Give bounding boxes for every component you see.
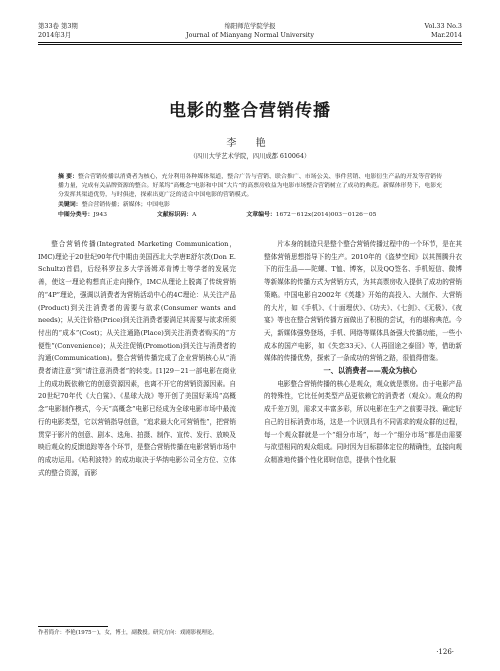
section-heading: 一、以消费者——观众为核心 <box>323 366 417 376</box>
body-paragraph: 电影整合营销传播的核心是观众，观众就是票房。由于电影产品的特殊性，它比任何类型产品更依赖它的消费者（观众）。观众的构成千差万别，需求又丰富多彩，所以电影在生产之前要寻找、确定好自己的目标消费市场，这是一个识别具有不同需求的观众群的过程，每一个观众群就是一个“细分市场”，每一个“细分市场”都是由需要与欲望相同的观众组成。同时因为目标群体定位的精确性，直接向观众精准地传播个性化即时信息，提供个性化服 <box>264 379 462 464</box>
keywords-text: 整合营销传播；新媒体；中国电影 <box>81 202 170 208</box>
abstract-text: 整合营销传播以消费者为核心，充分利用各种媒体渠道，整合广告与营销、联合推广、市场公关、事件营销、电影衍生产品的开发等营销传播力量，完成有关品牌资源的整合。好莱坞“高概念”电影和中国“大片”的高票房收益为电影市场整合营销树立了成功的典范。新媒体形势下，电影充分发挥其渠道优势，与时俱进，探索出更广泛的适合中国电影的营销模式。 <box>58 174 442 198</box>
article-no-item <box>246 212 400 218</box>
body-column-right <box>264 238 462 467</box>
body-paragraph: 整合营销传播(Integrated Marketing Communication，IMC)理论于20世纪90年代中期由美国西北大学唐E舒尔茨(Don E. Schultz)首倡，后经科罗拉多大学汤姆邓肯博士等学者的发展完善，使这一理论构想真正走向操作，IMC从理论上脱离了传统营销的“4P”理论，强调以消费者为营销活动中心的4C理论：从关注产品(Product)到关注消费者的需要与欲求(Consumer wants and needs)；从关注价格(Price)到关注消费者要满足其需要与欲求所须付出的“成本”(Cost)；从关注通路(Place)到关注消费者购买的“方便性”(Convenience)；从关注促销(Promotion)到关注与消费者的沟通(Communication)。整合营销传播完成了企业营销核心从“消费者请注意”到“请注意消费者”的转变。[1]29－21一部电影在商业上的成功既依赖它的创意资源因素，也离不开它的营销资源因素。自20世纪70年代《大白鲨》、《星球大战》等开创了美国好莱坞“高概念”电影制作模式，今天“高概念”电影已经成为全球电影市场中最流行的电影类型，它以营销指导创意，“追求最大化可营销性”，把营销贯穿于影片的创意、剧本、选角、拍摄、制作、宣传、发行、放映及映后观众的反馈追踪等各个环节，是整合营销传播在电影营销市场中的成功运用。《哈利波特》的成功取决于华纳电影公司全方位、立体式的整合资源，而影 <box>38 240 236 477</box>
classification-line <box>58 210 442 220</box>
header-date-cn: 2014年3月 <box>38 31 72 39</box>
clc-item <box>58 212 131 218</box>
article-no-value: 1672－612x(2014)003－0126－05 <box>275 212 377 218</box>
header-rule-thin <box>38 44 462 45</box>
author-footnote: 作者简介：李艳(1975－)，女，博士，副教授。研究方向：戏剧影视理论。 <box>38 630 218 636</box>
article-author: 李 艳 <box>226 138 274 149</box>
header-journal-en: Journal of Mianyang Normal University <box>186 31 314 39</box>
abstract-block <box>58 172 442 200</box>
clc-label: 中图分类号： <box>58 211 94 218</box>
article-affiliation: （四川大学艺术学院，四川成都 610064） <box>189 153 311 160</box>
clc-value: J943 <box>93 212 107 218</box>
keywords-block <box>58 200 442 210</box>
keywords-label: 关键词： <box>58 201 82 208</box>
article-title: 电影的整合营销传播 <box>169 101 331 121</box>
header-journal-cn: 绵阳师范学院学报 <box>224 22 276 30</box>
header-vol-en <box>424 22 462 40</box>
article-no-label: 文章编号： <box>246 211 276 218</box>
body-paragraph: 片本身的制造只是整个整合营销传播过程中的一个环节，是在其整体营销思想指导下的生产。2010年的《盗梦空间》以其图腾升衣下的衍生品——陀螺、T恤、博客，以及QQ签名、手机短信、微博等新媒体的传播方式为营销方式，为其高票房收入提供了成功的营销策略。中国电影自2002年《英雄》开始的高投入、大制作、大营销的大片，如《手机》、《十面埋伏》、《功夫》、《七剑》、《无极》、《夜宴》等也在整合营销传播方面做出了积极的尝试，有的堪称典范。今天，新媒体强势登场，手机、网络等媒体具备强大传播功能，一些小成本的国产电影，如《失恋33天》、《人再囧途之泰囧》等，借助新媒体的传播优势，探索了一条成功的营销之路，很值得借鉴。 <box>264 240 462 363</box>
header-date-en: Mar.2014 <box>430 31 462 39</box>
header-journal-name <box>38 22 462 40</box>
abstract-label: 摘 要： <box>58 173 79 180</box>
doc-code-label: 文献标识码： <box>156 211 193 218</box>
footnote-rule <box>38 626 108 627</box>
body-column-left <box>38 238 236 479</box>
header-rule <box>38 42 462 43</box>
doc-code-value: A <box>192 212 197 218</box>
header-vol-no: Vol.33 No.3 <box>424 22 462 30</box>
doc-code-item <box>157 212 221 218</box>
header-volume: 第33卷 第3期 <box>38 22 78 30</box>
page-number: ·126· <box>436 648 454 656</box>
